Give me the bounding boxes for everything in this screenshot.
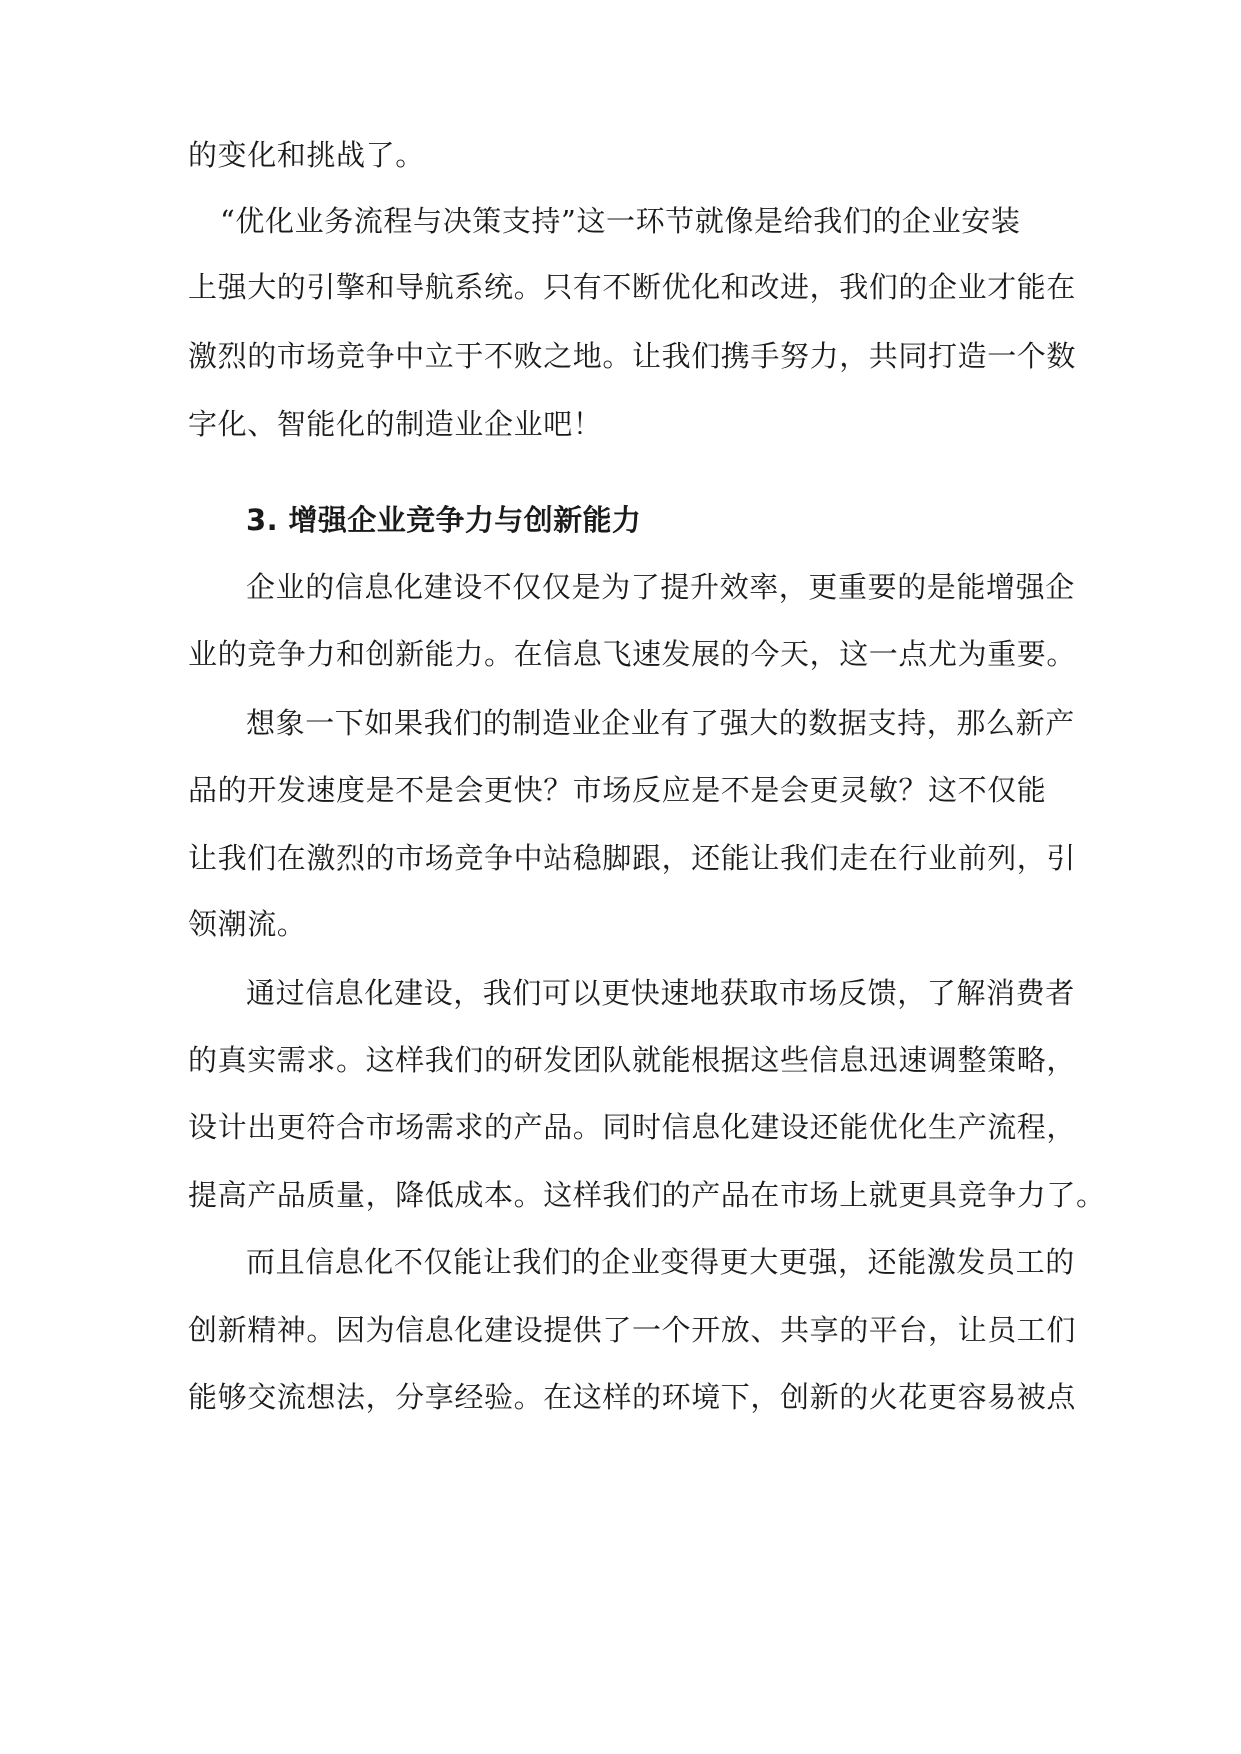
paragraph-line: 品的开发速度是不是会更快？市场反应是不是会更灵敏？这不仅能 — [188, 773, 1047, 807]
paragraph-line: 能够交流想法，分享经验。在这样的环境下，创新的火花更容易被点 — [188, 1380, 1077, 1414]
paragraph-line: 的真实需求。这样我们的研发团队就能根据这些信息迅速调整策略， — [188, 1043, 1077, 1077]
paragraph-line: 字化、智能化的制造业企业吧！ — [188, 407, 603, 441]
paragraph-line: 提高产品质量，降低成本。这样我们的产品在市场上就更具竞争力了。 — [188, 1178, 1106, 1212]
paragraph-line: 通过信息化建设，我们可以更快速地获取市场反馈，了解消费者 — [246, 976, 1075, 1010]
paragraph-line: 创新精神。因为信息化建设提供了一个开放、共享的平台，让员工们 — [188, 1313, 1077, 1347]
paragraph-line: 领潮流。 — [188, 907, 307, 941]
paragraph-line: 想象一下如果我们的制造业企业有了强大的数据支持，那么新产 — [246, 706, 1075, 740]
paragraph-line: 设计出更符合市场需求的产品。同时信息化建设还能优化生产流程， — [188, 1110, 1077, 1144]
paragraph-line: 业的竞争力和创新能力。在信息飞速发展的今天，这一点尤为重要。 — [188, 637, 1077, 671]
section-heading: 3. 增强企业竞争力与创新能力 — [246, 503, 642, 537]
paragraph-line: 的变化和挑战了。 — [188, 138, 425, 172]
paragraph-line: “优化业务流程与决策支持”这一环节就像是给我们的企业安装 — [220, 204, 1021, 238]
paragraph-line: 让我们在激烈的市场竞争中站稳脚跟，还能让我们走在行业前列，引 — [188, 841, 1077, 875]
paragraph-line: 而且信息化不仅能让我们的企业变得更大更强，还能激发员工的 — [246, 1245, 1075, 1279]
paragraph-line: 企业的信息化建设不仅仅是为了提升效率，更重要的是能增强企 — [246, 570, 1075, 604]
paragraph-line: 激烈的市场竞争中立于不败之地。让我们携手努力，共同打造一个数 — [188, 339, 1077, 373]
paragraph-line: 上强大的引擎和导航系统。只有不断优化和改进，我们的企业才能在 — [188, 270, 1077, 304]
